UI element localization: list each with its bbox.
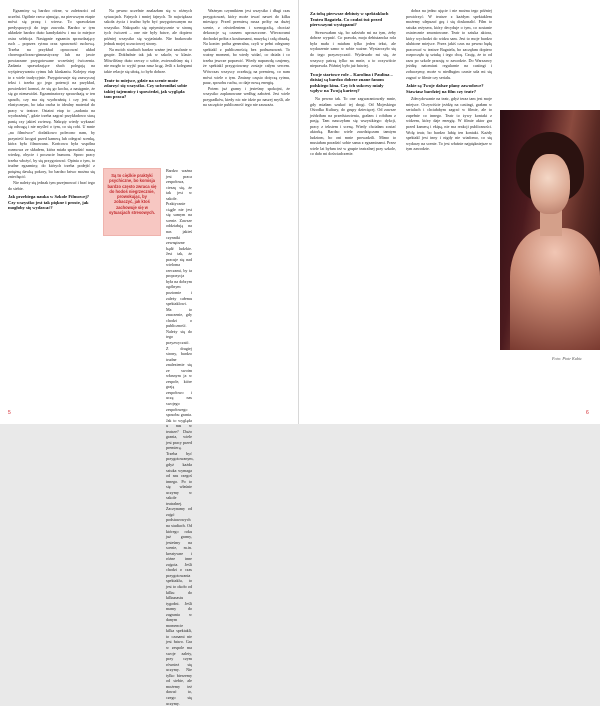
photo-credit: Foto: Piotr Kubic <box>552 356 583 361</box>
left-column-2-wrap <box>166 168 192 706</box>
page-number: 5 <box>8 410 11 416</box>
paragraph: Na pewno uczelnie znalazłam się w różnych sytuacjach. Fajnych i mniej fajnych. To największa szkoła życia i trudno było być przygotowanym na wszystko. Nakręcało się optymistycznie w stronę tych ćwiczeń – one nie były łatwe, ale dopiero później wszystko się wyjaśniało. Nie brakowało jednak mojej uczuciowej strony. <box>104 8 192 47</box>
paragraph: Zdecydowanie na teatr, gdyż teraz tam jest moje miejsce. Oczywiście jeżdżę na castingi, grałam w serialach i chciałabym zagrać w filmie, ale to zupełnie co innego. Teatr to żywy kontakt z widzem, który daje energię. W filmie aktor gra przed kamerą i ekipą, nie ma reakcji publiczności. Wolę teatr, bo bardzo lubię ten kontakt. Każdy spektakl jest inny i nigdy nie wiadomo, co się wydarzy na scenie. To jest właśnie najpiękniejsze w tym zawodzie. <box>406 96 492 152</box>
left-column-3 <box>203 8 290 108</box>
paragraph: Potem już gramy i jesteśmy spokojni, że wszystko zaplanowane według założeń. Jest wiele przypadków, kiedy nic nie idzie po naszej myśli, ale na szczęście publiczność tego nie zauważa. <box>203 85 290 108</box>
page-number: 6 <box>586 410 589 416</box>
question-heading: Za tobą pierwsze debiuty w spektaklach Teatru Bagatela. Co czułaś tuż przed pierwszymi występami? <box>310 11 389 28</box>
paragraph: Ważnym czynnikiem jest wszystko i długi czas przygotowań, który może trwać nawet do kilku miesięcy. Przed premierą rusza próby na dużej scenie, z oświetleniem i scenografią, chociaż dekoracje są czasem uproszczone. Wieczorami dochodzi próba z kostiumami, muzyką i całą obsadą. Na koniec próba generalna, czyli w pełni odegrany spektakl z publicznością bez podsumowań. To ważny moment, bo wtedy widać, co działa i co trzeba jeszcze poprawić. Wtedy naprawdę czujemy, że spektakl przygotowany zostaje całym sercem. Wówczas wszyscy oczekują na premierę, co nam mówi wiele o tym. Zmiany często dotyczą rytmu, pauz, sposobu ruchu, co daje nową energię. <box>203 8 290 86</box>
paragraph: dobra na jedno ujęcie i nie można tego później powtórzyć. W teatrze z każdym spektaklem możemy ulepszać grę i się doskonalić. Film to sztuka reżysera, który decyduje o tym, co zostanie ostatecznie zmontowane. Teatr to sztuka aktora, który wychodzi do widza sam. Jest to moje bardzo ulubione miejsce. Przez jakiś czas na pewno będę pracować w teatrze Bagatela, bo zaczęłam dopiero rozpoczęła tę sztukę i tego chcę. Czuję, że to od razu po szkole pracuję w zawodzie. Do Warszawy jeżdżę natomiast regularnie na castingi i zobaczymy, może w niedługim czasie uda mi się zagrać w filmie czy serialu. <box>406 8 492 80</box>
photo-dress <box>510 228 600 350</box>
paragraph: Egzaminy są bardzo różne, w zależności od uczelni. Ogólnie rzecz ujmując, na pierwszym etapie mówi się prozę i wiersz. To sprawdzian predyspozycji do tego zawodu. Bardzo w tym układzie bardzo dużo kandydatów i ma to miejsce ostra selekcja. Następnie egzamin sprawdzający ruch – poprzez rytmu oraz sprawność ruchową. Trzeba na przykład opracować układ choreograficzno-gimnastyczny lub na jawie powtarzane przygotowane wcześniej ćwiczenia. Zadania sprawdzające słuch polegają na wyśpiewywaniu rytmu lub klaskaniu. Kolejny etap to z wiele tradycyjnie. Przygotowuje się zazwyczaj tekst i trzeba go jego potencji na przykład, powiedzieć komuś, że się go kocha, a następnie, że się go nienawidzi. Egzaminatorzy sprawdzają w ten sposób, czy ma się wyobraźnię i czy jest się elastycznym, bo taka osoba to idealny materiał do pracy w teatrze. Ostatni etap to „zadania na wyobraźnię”, gdzie trzeba zagrać przykładowo starą panią czy jakieś zwierzę. Nakręty wiedy wykazać się odwagą i nie myśleć o tym, co się robi. U mnie „na filmówce” dodatkowo polecono nam, by przynieść krogoś przed kamerą lub odegrać scenkę, która była filmowana. Końcowa była wspólna rozmowa ze składem, która miała sprawdzić naszą wiedzę, obycie i poczucie humoru. Sporo pracy trzeba włożyć, by się przygotować. Opinia o tym, to trudne egzaminy, do których trzeba podejść z potężną dawką pokory, bo bardzo łatwo można się zniechęcić. <box>8 8 95 180</box>
question-heading: Jak przebiega nauka w Szkole Filmowej? Czy wszystko jest tak piękne i proste, jak mogłoby się wydawać? <box>8 194 90 211</box>
question-heading: Jakie są Twoje dalsze plany zawodowe? Stawiasz bardziej na film czy teatr? <box>406 83 484 94</box>
paragraph: Na moich studiach bardzo ważne jest zaufanie w grupie. Dokładnie tak jak w szkole, w klasie. Mówiliśmy dużo rzeczy o sobie, zwierzaliśmy się i nie mogło to wyjść poza nasz krąg. Jeśli z kolegami takie relacje się ułożą, to było dobrze. <box>104 46 192 75</box>
photo-face <box>530 154 570 214</box>
left-column-1 <box>8 8 95 213</box>
paragraph: Bardzo ważna jest praca zespołowa, cieszę się, że tak jest w szkole. Praktycznie ciągle nie jest się samym na scenie. Zawsze oddziałują na nas jakieś czynniki zewnętrzne bądź ludzkie. Jest tak, że pracuje się nad wieloma rzeczami, by ta propozycja była na dobrym ogólnym poziomie i zależy całemu spektaklowi. Ma to znaczenie, gdy chodzi o publiczność. Należy się do tego przyzwyczaić. Z drugiej strony, bardzo trudne znalezienie się ze swoim własnym ja w zespole, które grają zespołowo i uczą nas swojego zespołowego sposobu grania. Jak to wygląda u nas w teatrze? Dużo grania, wiele jest pracy przed premierą. Trzeba być przygotowanym, gdyż każda sztuka wymaga od nas czegoś innego. Po to się właśnie uczymy w szkole teatralnej. Zaczynamy od zajęć podstawowych na studiach. Od którego roku już gramy, jesteśmy na scenie, m.in. kreatywne i różne inne zajęcia. Jeśli chodzi o czas przygotowania spektaklu, to jest to około od kilku do kilkunastu tygodni. Jeśli mamy do zagrania w danym momencie kilka spektakli, to czasami nie jest łatwo. Gra w zespole ma swoje zalety, przy czym również się uczymy. Nie tylko bierzemy od siebie, ale możemy też dawać to, czego się uczymy. <box>166 168 194 706</box>
question-heading: Twoje startowe role – Karolina i Paulina – dzisiaj są bardzo dobrze znane fanom polskiego kina. Czy ich sukcesy miały wpływ na Twoją karierę? <box>310 71 393 94</box>
paragraph: Nie należy się jednak tym przejmować i brać tego do siebie. <box>8 179 95 191</box>
right-column-2 <box>406 8 492 152</box>
paragraph: Stresowałam się, bo zależało mi na tym, żeby dobrze wypaść. Co prawda, moja debiutancka rola była mała i miałam tylko jeden tekst, ale wydarzenie samo w sobie ważne. Wystarczyło się do tego przyzwyczaić. Wydawało mi się, że wszyscy patrzą tylko na mnie, a to oczywiście nieprawda. Później było już łatwiej. <box>310 29 396 69</box>
paragraph: Na pewno tak. To one zagwarantowały mnie, gdy miałam szukać tej drogi. Od Mojeskiego Ośrodka Kultury, do grupy dziecięcej. Od zawsze jeździłam na przedstawienia, grałam i robiłam z pasją. Tam nauczyłam się wszystkiego: dykcji, pracy z tekstem i sceną. Wtedy chciałam zostać aktorką. Bardzo wiele zawdzięczam tamtym ludziom, bo oni mnie prowadzili. Mimo to musiałam poradzić sobie sama z egzaminami. Przez wiele lat byłam też w grupie teatralnej przy szkole, co dało mi doświadczenie. <box>310 95 396 157</box>
pull-quote-box: Są to ciężkie praktyki psychiczne, bo komisja bardzo często zwraca się do hodoś niegrzecznie, prowokując, by zobaczyć, jak ktoś zachowuje się w sytuacjach stresowych. <box>103 168 161 236</box>
right-column-1 <box>310 8 396 157</box>
left-column-2 <box>104 8 192 102</box>
question-heading: Teatr to miejsce, gdzie na scenie może zdarzyć się wszystko. Czy uchroniłaś sobie takiej tajemnicy i spowiedzi, jak wygląda tam praca? <box>104 77 188 100</box>
actress-portrait-photo <box>500 110 600 350</box>
left-page <box>0 0 299 706</box>
